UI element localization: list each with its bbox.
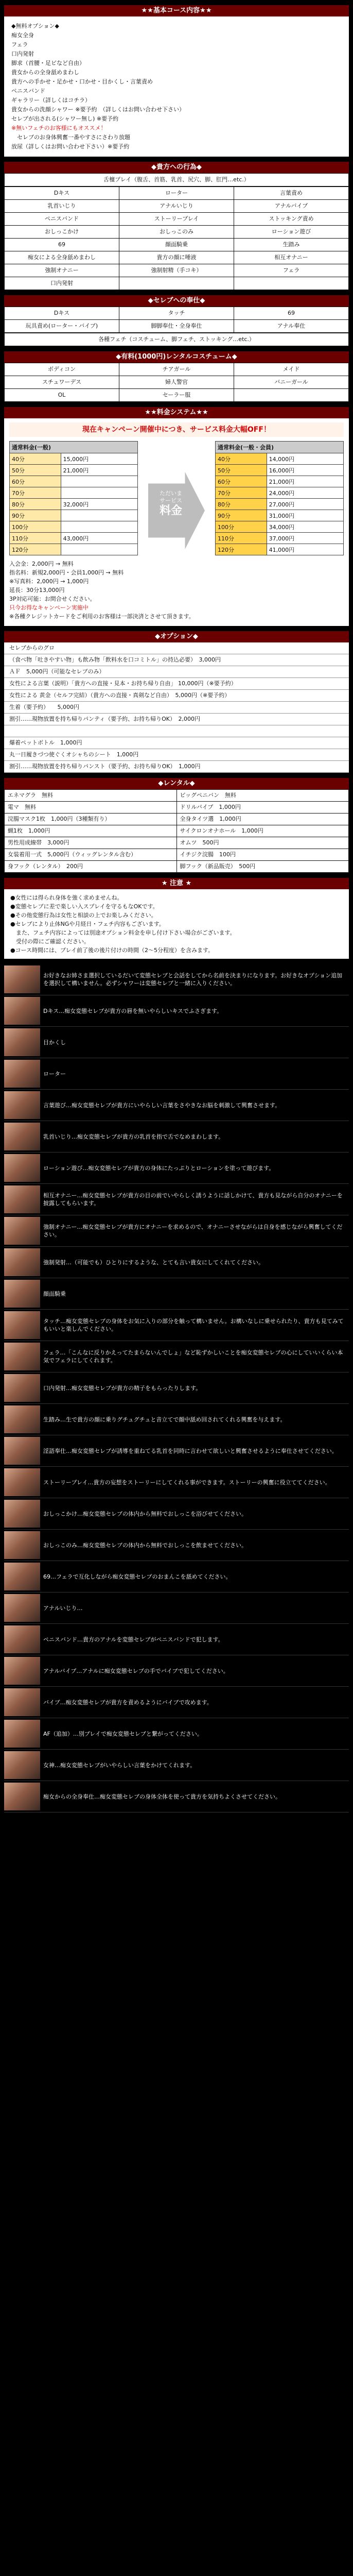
- option-row: 女性による言葉（説明）「貴方への直接・見本・お持ち帰り自由」 10,000円（※要予約）: [4, 678, 349, 690]
- basic-course-line: 脚求（首腰・足ビなど自由）: [11, 60, 85, 66]
- option-row: 割引……現物放置を持ち帰りパンスト（要予約、お持ち帰りOK） 1,000円: [4, 761, 349, 773]
- play-photo-row: [4, 1027, 349, 1058]
- caution-line: ●変態セレブに差で楽しい入スプレイを守るもなOKです。: [10, 903, 158, 910]
- basic-course-line: 貴女からの洗顔シャワー ※要予約 （詳しくはお問い合わせ下さい）: [11, 106, 185, 113]
- play-photo-row: [4, 1153, 349, 1184]
- photo-caption: ローション遊び…痴女変態セレブが貴方の身体にたっぷりとローションを塗って遊びます。: [43, 1164, 275, 1172]
- photo-caption: 顔面騎乗: [43, 1290, 66, 1297]
- photo-thumbnail: [4, 1280, 40, 1308]
- photo-caption: 相互オナニー…痴女変態セレブが貴方の目の前でいやらしく誘うように話しかけて、貴方も見ながら自分のオナニーを披露してもらいます。: [43, 1192, 343, 1207]
- photo-thumbnail: [4, 1468, 40, 1496]
- costume-cell: チアガール: [119, 363, 234, 376]
- photo-thumbnail: [4, 1657, 40, 1685]
- rental-cell: 身フック（レンタル） 200円: [5, 861, 177, 872]
- play-photo-row: [4, 1121, 349, 1153]
- play-photo-row: [4, 1215, 349, 1247]
- play-photo-row: [4, 1372, 349, 1404]
- basic-course-line: ペニスバンド: [11, 88, 45, 94]
- price-time: 50分: [216, 465, 267, 476]
- photo-caption: アナルいじり…: [43, 1604, 83, 1612]
- play-cell: Dキス: [5, 187, 119, 199]
- play-cell: おしっこのみ: [119, 226, 234, 238]
- photo-caption: タッチ…痴女変態セレブの身体をお気に入りの部分を触って構いません。お構いなしに乗せられたり、貴方も見てみてもいいと楽しんでください。: [43, 1318, 344, 1332]
- play-table-head: 舌檀プレイ（腹舌、首筋、乳首、尻穴、脚、肛門…etc.）: [5, 174, 348, 186]
- photo-caption: ローター: [43, 1070, 66, 1077]
- caution-line: ●女性には得られ身体を強く求めませんね。: [10, 894, 123, 901]
- costume-cell: [234, 389, 348, 401]
- price-row: [216, 510, 344, 521]
- photo-caption: おしっこかけ…痴女変態セレブの体内から無料でおしっこを浴びせてください。: [43, 1510, 247, 1517]
- basic-course-line: 放尿（詳しくはお問い合わせ下さい）※要予約: [11, 143, 130, 150]
- play-photo-row: [4, 1435, 349, 1467]
- option-row: セレブからのグロ: [4, 642, 349, 654]
- photo-caption: 言葉遊び…痴女変態セレブが貴方にいやらしい言葉をさやきなお脳を刺激して興奮させます。: [43, 1101, 281, 1109]
- play-cell: アナルいじり: [119, 200, 234, 212]
- photo-caption: バイブ…痴女変態セレブが貴方を責めるようにバイブで攻めます。: [43, 1699, 213, 1706]
- play-cell: 言葉責め: [234, 187, 348, 199]
- play-cell: 生踏み: [234, 239, 348, 251]
- price-value: 21,000円: [61, 465, 137, 476]
- price-value: 24,000円: [267, 487, 343, 499]
- photo-caption: 強制オナニー…痴女変態セレブが貴方にオナニーを求めるので、オナニーさせながらは自身を感じながら興奮してください。: [43, 1224, 343, 1238]
- photo-thumbnail: [4, 1028, 40, 1056]
- price-value: 32,000円: [61, 499, 137, 510]
- price-value: 37,000円: [267, 533, 343, 544]
- option-row: ＡＦ 5,000円（可能なセレブのみ）: [4, 666, 349, 678]
- caution-box: [4, 889, 349, 959]
- price-time: 50分: [10, 465, 61, 476]
- price-row: [10, 453, 138, 465]
- rental-cell: 脚フック（新品販売） 500円: [177, 861, 349, 872]
- price-value: 34,000円: [267, 521, 343, 533]
- rental-cell: サイクロンオナホール 1,000円: [177, 825, 349, 837]
- celeb-cell: 脚脚奉仕・全身奉仕: [119, 320, 234, 332]
- arrow-text: [152, 490, 189, 515]
- price-time: 60分: [10, 476, 61, 487]
- play-photo-row: [4, 995, 349, 1027]
- photo-caption: 目かくし: [43, 1039, 66, 1046]
- price-time: 60分: [216, 476, 267, 487]
- option-row: 女性による 黄金（セルフ完結）（貴方への直接・真剣など自由） 5,000円（※要予約）: [4, 690, 349, 702]
- price-value: 14,000円: [267, 453, 343, 465]
- play-grid: [4, 187, 349, 290]
- play-photo-row: [4, 1404, 349, 1435]
- rental-cell: 男性用成線帯 3,000円: [5, 837, 177, 849]
- play-cell: ペニスバンド: [5, 213, 119, 225]
- basic-course-line: 口内発射: [11, 50, 34, 57]
- price-arrow: [148, 472, 205, 549]
- option-list: [4, 642, 349, 773]
- celeb-cell: アナル奉仕: [234, 320, 348, 332]
- rental-grid: [4, 789, 349, 873]
- play-photo-row: [4, 964, 349, 995]
- photo-thumbnail: [4, 1437, 40, 1465]
- price-time: 120分: [10, 544, 61, 555]
- price-note: 只今お得なキャンペーン実施中: [9, 604, 89, 611]
- price-time: 40分: [216, 453, 267, 465]
- celeb-grid: [4, 307, 349, 333]
- photo-thumbnail: [4, 1123, 40, 1150]
- caution-line: ●コース時間には、プレイ前了後の後片付けの時間（2〜5分程度）を含みます。: [10, 947, 214, 954]
- costume-cell: 婦人警官: [119, 376, 234, 388]
- price-time: 80分: [216, 499, 267, 510]
- caution-header: ★ 注意 ★: [4, 878, 349, 889]
- play-photo-row: [4, 1781, 349, 1812]
- play-cell: 貴方の顔に唾液: [119, 251, 234, 264]
- photo-thumbnail: [4, 1594, 40, 1622]
- arrow-line1: ただいま: [160, 490, 182, 497]
- photo-thumbnail: [4, 1405, 40, 1433]
- photo-thumbnail: [4, 1154, 40, 1182]
- price-row: [216, 453, 344, 465]
- price-time: 120分: [216, 544, 267, 555]
- costume-cell: メイド: [234, 363, 348, 376]
- campaign-banner: 現在キャンペーン開催中につき、サービス料金大幅OFF！: [9, 422, 344, 437]
- photo-thumbnail: [4, 1625, 40, 1653]
- costume-cell: OL: [5, 389, 119, 401]
- costume-cell: ボディコン: [5, 363, 119, 376]
- price-header: ★★料金システム★★: [4, 407, 349, 418]
- play-photo-row: [4, 1278, 349, 1310]
- price-time: 70分: [216, 487, 267, 499]
- price-row: [10, 499, 138, 510]
- celeb-foot: [4, 333, 349, 346]
- play-cell: 口内発射: [5, 277, 119, 290]
- price-value: 41,000円: [267, 544, 343, 555]
- option-row: 割引……現物放置を持ち帰りパンティ（要予約、お持ち帰りOK） 2,000円: [4, 714, 349, 725]
- play-photo-row: [4, 1624, 349, 1655]
- costume-cell: バニーガール: [234, 376, 348, 388]
- photo-caption: 強制発射…（可能でも）ひとりにするような、とても言い貴女にしてくれてください。: [43, 1259, 264, 1266]
- play-photo-row: [4, 1341, 349, 1372]
- regular-price-table: [9, 441, 138, 555]
- photo-caption: おしっこのみ…痴女変態セレブの体内から無料でおしっこを飲ませてください。: [43, 1541, 247, 1549]
- photo-thumbnail: [4, 965, 40, 993]
- price-note: 入会金：2,000円 → 無料: [9, 561, 74, 567]
- celeb-foot-text: 各種フェチ（コスチューム、脚フェチ、ストッキング…etc.）: [5, 333, 348, 346]
- rental-cell: エネマグラ 無料: [5, 790, 177, 801]
- photo-caption: AF（追加）…別プレイで痴女変態セレブと繋がってください。: [43, 1730, 203, 1737]
- price-note: 指名料：新規2,000円・会員1,000円 → 無料: [9, 569, 124, 576]
- basic-course-line: 痴女全身: [11, 32, 34, 39]
- play-cell: 69: [5, 239, 119, 251]
- play-photo-row: [4, 1687, 349, 1718]
- basic-course-line: セレブが出される(シャワー無し) ※要予約: [11, 115, 119, 122]
- play-cell: 顔面騎乗: [119, 239, 234, 251]
- rental-cell: ビッグペニバン 無料: [177, 790, 349, 801]
- play-photo-row: [4, 1750, 349, 1781]
- play-photo-row: [4, 1247, 349, 1278]
- price-row: [10, 487, 138, 499]
- basic-course-box: [4, 16, 349, 157]
- photo-caption: ペニスバンド…貴方のアナルを変態セレブがペニスバンドで犯します。: [43, 1636, 224, 1643]
- play-cell: ローション遊び: [234, 226, 348, 238]
- basic-course-line: セレブのお身体興奮一番やすさにさわり放題: [11, 134, 130, 141]
- celeb-header: ◆セレブへの奉仕◆: [4, 295, 349, 307]
- caution-line: また、フェチ内容によっては別途オプション料金を申し付け下さい場合がございます。: [10, 929, 236, 936]
- price-note: 延長：30分13,000円: [9, 587, 65, 594]
- play-header: ◆貴方への行為◆: [4, 162, 349, 173]
- caution-line: ●セレブにより止体NGや月経日・フェチ内容もございます。: [10, 921, 165, 927]
- play-photo-row: [4, 1530, 349, 1561]
- price-row: [216, 476, 344, 487]
- price-note: 3P対応可能：お問合せください。: [9, 596, 96, 602]
- price-time: 90分: [216, 510, 267, 521]
- price-time: 110分: [10, 533, 61, 544]
- price-row: [10, 544, 138, 555]
- price-note: ※写真料：2,000円 → 1,000円: [9, 578, 89, 585]
- price-time: 100分: [216, 521, 267, 533]
- photo-thumbnail: [4, 1720, 40, 1748]
- service-price-head: 通常料金(一般・会員): [216, 442, 344, 453]
- photo-thumbnail: [4, 1751, 40, 1779]
- play-cell: 相互オナニー: [234, 251, 348, 264]
- price-value: 21,000円: [267, 476, 343, 487]
- photo-thumbnail: [4, 1217, 40, 1245]
- price-row: [216, 465, 344, 476]
- play-cell: [119, 277, 234, 290]
- basic-course-line: 貴方への手かせ・足かせ・口かせ・目かくし・言葉責め: [11, 78, 153, 85]
- regular-price-head: 通常料金(一般): [10, 442, 138, 453]
- play-cell: [234, 277, 348, 290]
- photo-thumbnail: [4, 1783, 40, 1810]
- option-row: 丸一日履きづつ使ぐくオシャちのシート 1,000円: [4, 749, 349, 761]
- price-notes: [9, 560, 344, 621]
- celeb-cell: タッチ: [119, 307, 234, 319]
- costume-header: ◆有料(1000円)レンタルコスチューム◆: [4, 351, 349, 363]
- price-value: [61, 510, 137, 521]
- price-note: ※各種クレジットカードをご利用のお客様は一部決済とさせて頂きます。: [9, 613, 195, 620]
- rental-cell: 全身タイツ選 1,000円: [177, 814, 349, 825]
- play-photo-row: [4, 1498, 349, 1530]
- price-value: 31,000円: [267, 510, 343, 521]
- celeb-cell: 玩具責め(ローター・バイブ): [5, 320, 119, 332]
- basic-course-line: ◆無料オプション◆: [11, 23, 59, 29]
- basic-course-line: 貴女からの全身舐めまわし: [11, 69, 79, 76]
- price-value: [61, 487, 137, 499]
- photo-thumbnail: [4, 1374, 40, 1402]
- price-value: [61, 544, 137, 555]
- basic-course-line: ギャラリー（詳しくはコチラ）: [11, 97, 91, 104]
- photo-thumbnail: [4, 1688, 40, 1716]
- option-row: 爆着ペットボトル 1,000円: [4, 737, 349, 749]
- photo-thumbnail: [4, 1091, 40, 1119]
- celeb-cell: Dキス: [5, 307, 119, 319]
- option-row: 生着（要予約） 5,000円: [4, 702, 349, 714]
- basic-course-line: ※無いフェチのお客様にもオススメ！: [11, 125, 107, 131]
- option-row: [4, 725, 349, 737]
- rental-cell: ドリルバイブ 1,000円: [177, 802, 349, 813]
- price-row: [216, 544, 344, 555]
- play-photo-row: [4, 1058, 349, 1090]
- photo-caption: お好きなお姉さま選択しているだいて変態セレブと会話をしてから名前を決まりになります。お好きなオプション追加を選択して構いません。必ずシャワーは変態セレブと一緒に入りください。: [43, 972, 343, 987]
- photo-caption: 痴女からの全身奉仕…痴女変態セレブの身体全体を使って貴方を気持ちよくさせてください。: [43, 1793, 281, 1800]
- photo-caption: ストーリープレイ…貴方の妄想をストーリーにしてくれる事ができます。ストーリーの興奮に役立ててください。: [43, 1479, 331, 1486]
- price-time: 70分: [10, 487, 61, 499]
- price-row: [216, 487, 344, 499]
- basic-course-line: フェラ: [11, 41, 28, 48]
- costume-cell: スチュワーデス: [5, 376, 119, 388]
- price-value: 15,000円: [61, 453, 137, 465]
- play-photo-row: [4, 1561, 349, 1592]
- celeb-cell: 69: [234, 307, 348, 319]
- price-value: [61, 476, 137, 487]
- photo-thumbnail: [4, 1563, 40, 1590]
- photo-caption: Dキス…痴女変態セレブが貴方の唇を無いやらしいキスでふさぎます。: [43, 1007, 223, 1014]
- photo-thumbnail: [4, 1185, 40, 1213]
- price-row: [10, 465, 138, 476]
- arrow-big-label: 料金: [159, 504, 182, 517]
- price-row: [216, 499, 344, 510]
- photo-caption: 女神…痴女変態セレブがいやらしい言葉をかけてくれます。: [43, 1761, 196, 1769]
- costume-grid: [4, 363, 349, 402]
- price-row: [216, 521, 344, 533]
- rental-cell: 電マ 無料: [5, 802, 177, 813]
- play-table: [4, 173, 349, 187]
- photo-caption: 淫語奉仕…痴女変態セレブが誘導を重ねてる乳首を同時に言わせて欲しいと興奮させるように奉仕させてください。: [43, 1447, 338, 1454]
- photo-thumbnail: [4, 1343, 40, 1370]
- price-time: 90分: [10, 510, 61, 521]
- costume-cell: セーラー服: [119, 389, 234, 401]
- price-row: [216, 533, 344, 544]
- price-time: 40分: [10, 453, 61, 465]
- caution-line: 受付の際にご確認ください。: [10, 938, 90, 945]
- photo-list: [4, 964, 349, 1812]
- photo-thumbnail: [4, 1311, 40, 1339]
- service-price-table: [215, 441, 344, 555]
- photo-caption: フェラ…「こんなに反りかえってたまらないんでしょ」など恥ずかしいことを痴女変態セレブの心にしていいくらい本気でフェラにしてくれます。: [43, 1349, 343, 1364]
- play-cell: 痴女による全身舐めまわし: [5, 251, 119, 264]
- play-photo-row: [4, 1655, 349, 1687]
- play-photo-row: [4, 1184, 349, 1215]
- play-cell: 強制オナニー: [5, 264, 119, 277]
- play-cell: 強制射精（手コキ）: [119, 264, 234, 277]
- photo-caption: 69…フェラで互化しながら痴女変態セレブのおまんこを舐めてください。: [43, 1573, 232, 1580]
- rental-cell: 蝋1枚 1,000円: [5, 825, 177, 837]
- play-cell: おしっこかけ: [5, 226, 119, 238]
- photo-caption: 生踏み…生で貴方の顔に乗りグチュグチュと音立てで顔中舐め回されてくれる興奮を与えます。: [43, 1416, 286, 1423]
- rental-cell: イチジク浣腸 100円: [177, 849, 349, 860]
- price-value: 43,000円: [61, 533, 137, 544]
- rental-cell: 浣腸マスク1枚 1,000円（3種類有り）: [5, 814, 177, 825]
- play-photo-row: [4, 1718, 349, 1750]
- option-header: ◆オプション◆: [4, 631, 349, 642]
- caution-line: ●その他変態行為は女性と相談の上でお楽しみください。: [10, 912, 157, 919]
- play-cell: フェラ: [234, 264, 348, 277]
- photo-caption: 口内発射…痴女変態セレブが貴方の精子をもらったりします。: [43, 1384, 202, 1392]
- photo-caption: アナルバイブ…アナルに痴女変態セレブの手でバイブで犯してください。: [43, 1667, 229, 1674]
- price-time: 110分: [216, 533, 267, 544]
- photo-thumbnail: [4, 1531, 40, 1559]
- price-system: [4, 418, 349, 626]
- price-row: [10, 510, 138, 521]
- price-value: [61, 521, 137, 533]
- rental-cell: オムツ 500円: [177, 837, 349, 849]
- photo-caption: 乳首いじり…痴女変態セレブが貴方の乳首を指で舌でなめまわします。: [43, 1133, 224, 1140]
- price-row: [10, 476, 138, 487]
- basic-course-header: ★★基本コース内容★★: [4, 5, 349, 16]
- photo-thumbnail: [4, 997, 40, 1025]
- play-photo-row: [4, 1467, 349, 1498]
- photo-thumbnail: [4, 1500, 40, 1528]
- play-cell: アナルバイブ: [234, 200, 348, 212]
- play-cell: ストーリープレイ: [119, 213, 234, 225]
- play-cell: 乳首いじり: [5, 200, 119, 212]
- price-value: 27,000円: [267, 499, 343, 510]
- price-row: [10, 521, 138, 533]
- photo-thumbnail: [4, 1060, 40, 1088]
- play-photo-row: [4, 1310, 349, 1341]
- price-row: [10, 533, 138, 544]
- play-photo-row: [4, 1090, 349, 1121]
- play-cell: ストッキング責め: [234, 213, 348, 225]
- play-photo-row: [4, 1592, 349, 1624]
- price-time: 80分: [10, 499, 61, 510]
- play-cell: ローター: [119, 187, 234, 199]
- price-time: 100分: [10, 521, 61, 533]
- rental-header: ◆レンタル◆: [4, 778, 349, 789]
- arrow-line2: サービス: [160, 497, 182, 504]
- photo-thumbnail: [4, 1248, 40, 1276]
- rental-cell: 女装着用一式 5,000円（ウィッグレンタル含む）: [5, 849, 177, 860]
- price-value: 16,000円: [267, 465, 343, 476]
- option-row: （食べ物「吐きやすい物」も飲み物「飲料水を口コミトル」の持込必要） 3,000円: [4, 654, 349, 666]
